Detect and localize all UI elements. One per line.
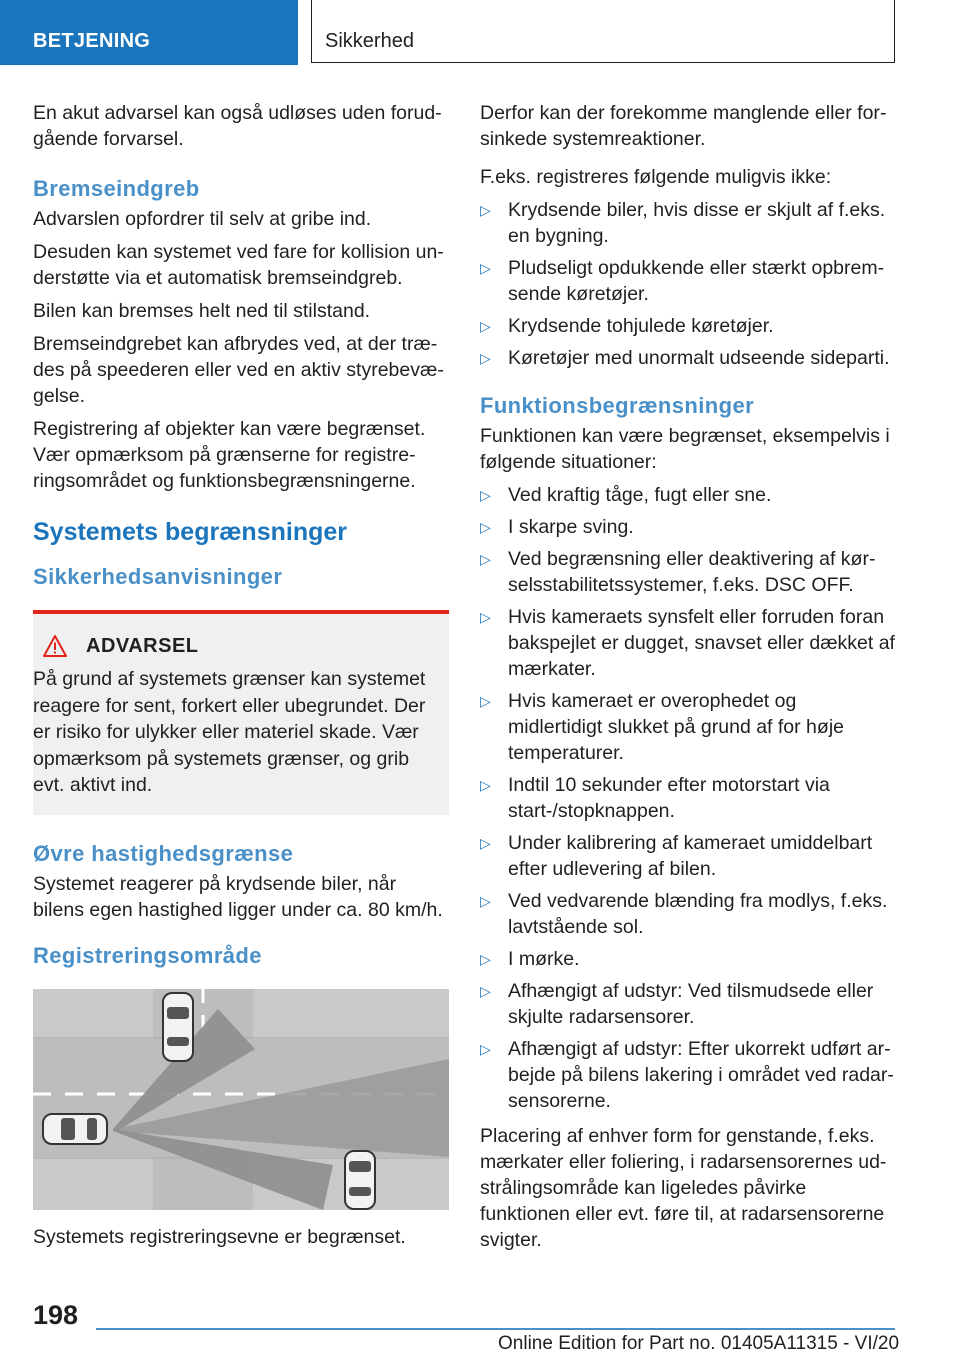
page-number: 198 xyxy=(33,1300,79,1330)
triangle-bullet-icon: ▷ xyxy=(480,202,491,218)
brake-paragraph: Registrering af objekter kan være begrænset. Vær opmærksom på grænserne for registreringsområdet og funktionsbegrænsningerne. xyxy=(33,418,426,492)
warning-text: På grund af systemets grænser kan systemet reagere for sent, forkert eller ubegrundet. Der er risiko for ulykker eller materiel skade. Vær opmærksom på systemets grænser, og grib evt. aktivt ind. xyxy=(33,668,426,796)
triangle-bullet-icon: ▷ xyxy=(480,519,491,535)
func-heading: Funktionsbegrænsninger xyxy=(480,393,755,418)
triangle-bullet-icon: ▷ xyxy=(480,318,491,334)
section-tab: BETJENING xyxy=(0,0,298,65)
list-item: ▷ Hvis kameraet er overophedet og midlertidigt slukket på grund af for høje temperaturer. xyxy=(480,690,844,764)
limits-heading: Systemets begrænsninger xyxy=(33,518,347,546)
func-limits-list xyxy=(480,482,896,1114)
brake-paragraph: Bilen kan bremses helt ned til stilstand. xyxy=(33,300,371,322)
triangle-bullet-icon: ▷ xyxy=(480,551,491,567)
brake-paragraph: Desuden kan systemet ved fare for kollision understøtte via et automatisk bremseindgreb. xyxy=(33,241,444,289)
footer-divider xyxy=(96,1328,895,1330)
list-intro: F.eks. registreres følgende muligvis ikke: xyxy=(480,166,832,188)
safety-heading: Sikkerhedsanvisninger xyxy=(33,564,283,589)
edition-footer: Online Edition for Part no. 01405A11315 - VI/20 xyxy=(498,1333,900,1354)
triangle-bullet-icon: ▷ xyxy=(480,951,491,967)
warning-header xyxy=(33,634,435,658)
triangle-bullet-icon: ▷ xyxy=(480,693,491,709)
list-item: ▷ Krydsende tohjulede køretøjer. xyxy=(480,315,774,337)
intro-paragraph: En akut advarsel kan også udløses uden forudgående forvarsel. xyxy=(33,102,442,150)
speed-heading: Øvre hastighedsgrænse xyxy=(33,840,294,866)
left-column xyxy=(33,100,449,1250)
list-item: ▷ Hvis kameraets synsfelt eller forruden foran bakspejlet er dugget, snavset eller dækket af mærkater. xyxy=(480,606,895,680)
not-detected-list xyxy=(480,197,896,371)
list-item: ▷ Pludseligt opdukkende eller stærkt opbremsende køretøjer. xyxy=(480,257,885,305)
warning-triangle-icon xyxy=(42,634,68,658)
func-intro: Funktionen kan være begrænset, eksempelvis i følgende situationer: xyxy=(480,425,890,473)
triangle-bullet-icon: ▷ xyxy=(480,350,491,366)
list-item: ▷ Ved kraftig tåge, fugt eller sne. xyxy=(480,484,772,506)
triangle-bullet-icon: ▷ xyxy=(480,260,491,276)
list-item: ▷ I skarpe sving. xyxy=(480,516,634,538)
triangle-bullet-icon: ▷ xyxy=(480,983,491,999)
chapter-title: Sikkerhed xyxy=(311,0,895,63)
right-column xyxy=(480,100,896,1260)
closing-paragraph: Placering af enhver form for genstande, f.eks. mærkater eller foliering, i radarsensorernes udstrålingsområde kan ligeledes påvirke funktionen eller evt. føre til, at radarsensorerne svigter. xyxy=(480,1125,887,1251)
list-item: ▷ Ved vedvarende blænding fra modlys, f.eks. lavtstående sol. xyxy=(480,890,888,938)
triangle-bullet-icon: ▷ xyxy=(480,777,491,793)
brake-paragraph: Bremseindgrebet kan afbrydes ved, at der trædes på speederen eller ved en aktiv styrebevægelse. xyxy=(33,333,444,407)
triangle-bullet-icon: ▷ xyxy=(480,487,491,503)
list-item: ▷ Indtil 10 sekunder efter motorstart via start-/stopknappen. xyxy=(480,774,830,822)
warning-title: ADVARSEL xyxy=(86,634,199,657)
triangle-bullet-icon: ▷ xyxy=(480,609,491,625)
detection-area-illustration xyxy=(33,989,449,1210)
speed-text: Systemet reagerer på krydsende biler, når bilens egen hastighed ligger under ca. 80 km/h. xyxy=(33,872,443,921)
triangle-bullet-icon: ▷ xyxy=(480,835,491,851)
warning-box xyxy=(33,610,449,815)
list-item: ▷ Afhængigt af udstyr: Ved tilsmudsede eller skjulte radarsensorer. xyxy=(480,980,874,1028)
triangle-bullet-icon: ▷ xyxy=(480,1041,491,1057)
list-item: ▷ Ved begrænsning eller deaktivering af kørselsstabilitetssystemer, f.eks. DSC OFF. xyxy=(480,548,876,596)
list-item: ▷ Under kalibrering af kameraet umiddelbart efter udlevering af bilen. xyxy=(480,832,873,880)
right-intro: Derfor kan der forekomme manglende eller forsinkede systemreaktioner. xyxy=(480,102,887,150)
list-item: ▷ Krydsende biler, hvis disse er skjult af f.eks. en bygning. xyxy=(480,199,886,247)
list-item: ▷ Køretøjer med unormalt udseende sideparti. xyxy=(480,347,890,369)
brake-heading: Bremseindgreb xyxy=(33,176,200,201)
list-item: ▷ I mørke. xyxy=(480,948,580,970)
range-heading: Registreringsområde xyxy=(33,942,262,968)
list-item: ▷ Afhængigt af udstyr: Efter ukorrekt udført arbejde på bilens lakering i området ved radarsensorerne. xyxy=(480,1038,894,1112)
figure-caption: Systemets registreringsevne er begrænset. xyxy=(33,1225,406,1248)
triangle-bullet-icon: ▷ xyxy=(480,893,491,909)
brake-paragraph: Advarslen opfordrer til selv at gribe ind. xyxy=(33,208,372,230)
